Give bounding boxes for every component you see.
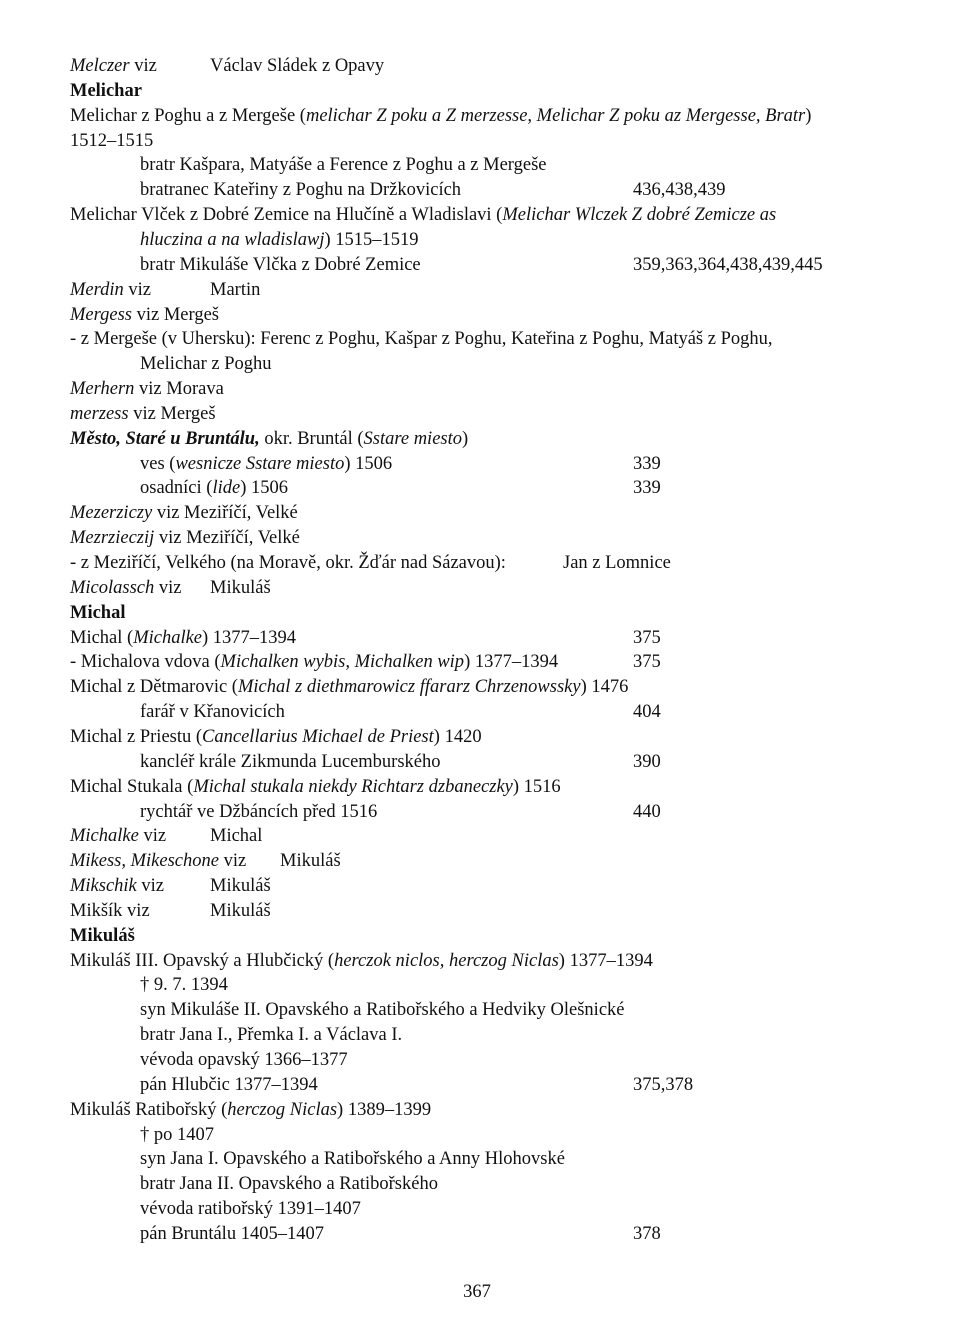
styled-text: Michalke <box>133 627 203 648</box>
page-reference: 375 <box>633 627 661 648</box>
styled-text: hluczina a na wladislawj <box>140 229 325 250</box>
styled-text: Melczer <box>70 56 130 76</box>
plain-text: Michal ( <box>70 627 134 648</box>
plain-text: ) <box>462 428 469 449</box>
plain-text: ) 1377–1394 <box>202 627 297 648</box>
plain-text: viz <box>218 851 247 872</box>
plain-text: viz <box>154 577 182 598</box>
entry-text <box>140 352 272 377</box>
page-reference: 404 <box>633 702 661 723</box>
plain-text: pán Bruntálu 1405–1407 <box>140 1223 324 1244</box>
plain-text: ) 1389–1399 <box>337 1099 432 1120</box>
entry-text <box>140 998 625 1023</box>
plain-text: viz Meziříčí, Velké <box>154 528 300 549</box>
plain-text: Mikšík viz <box>70 900 150 921</box>
entry-text <box>140 1172 438 1197</box>
entry-text <box>70 775 561 800</box>
styled-text: Sstare miesto <box>363 428 462 449</box>
plain-text: Michal z Priestu ( <box>70 726 203 747</box>
styled-text: Mezerziczy <box>70 503 153 524</box>
entry-text <box>70 551 506 576</box>
plain-text: † 9. 7. 1394 <box>140 975 228 996</box>
entry-text <box>140 228 419 253</box>
styled-text: wesnicze Sstare miesto <box>175 453 345 474</box>
entry-text <box>70 427 468 452</box>
plain-text: Melichar z Poghu <box>140 354 272 375</box>
page-reference: 339 <box>633 478 661 499</box>
entry-text <box>140 178 461 203</box>
entry-text <box>70 949 653 974</box>
cross-reference-target: Mikuláš <box>210 876 271 897</box>
entry-text <box>70 104 811 129</box>
styled-text: Mergess <box>70 304 132 325</box>
entry-text <box>140 700 285 725</box>
styled-text: Merdin <box>70 279 124 300</box>
plain-text: viz Mergeš <box>128 403 216 424</box>
plain-text: viz <box>136 876 165 897</box>
entry-text <box>140 1123 214 1148</box>
plain-text: rychtář ve Džbáncích před 1516 <box>140 801 378 822</box>
entry-text <box>140 750 441 775</box>
page-reference: 378 <box>633 1223 661 1244</box>
entry-text <box>140 1222 324 1247</box>
entry-text <box>70 824 166 849</box>
styled-text: herczok niclos, herczog Niclas <box>334 950 559 971</box>
entry-text <box>70 626 296 651</box>
entry-text <box>70 377 224 402</box>
entry-text <box>70 54 157 79</box>
cross-reference-target: Martin <box>210 279 261 300</box>
page-number: 367 <box>463 1282 491 1302</box>
plain-text: ) 1377–1394 <box>558 950 653 971</box>
page-reference: 339 <box>633 453 661 474</box>
styled-text: Melichar Wlczek Z dobré Zemicze as <box>502 205 777 226</box>
entry-text <box>70 675 628 700</box>
styled-text: Michalken wybis, Michalken wip <box>220 652 465 673</box>
plain-text: Mikuláš III. Opavský a Hlubčický ( <box>70 950 335 971</box>
cross-reference-target: Mikuláš <box>210 577 271 598</box>
plain-text: ) <box>805 105 812 126</box>
entry-text <box>70 874 164 899</box>
plain-text: syn Jana I. Opavského a Ratibořského a Anny Hlohovské <box>140 1149 565 1170</box>
plain-text: vévoda opavský 1366–1377 <box>140 1050 348 1070</box>
cross-reference-target: Jan z Lomnice <box>563 553 671 573</box>
styled-text: Mikuláš <box>70 925 135 946</box>
plain-text: Michal z Dětmarovic ( <box>70 677 238 698</box>
page-reference: 375 <box>633 652 661 673</box>
entry-text <box>70 79 142 104</box>
plain-text: - z Meziříčí, Velkého (na Moravě, okr. Žďár nad Sázavou): <box>70 553 506 573</box>
plain-text: vévoda ratibořský 1391–1407 <box>140 1199 361 1220</box>
plain-text: Melichar z Poghu a z Mergeše ( <box>70 105 306 126</box>
plain-text: farář v Křanovicích <box>140 702 285 723</box>
styled-text: Mikschik <box>70 876 137 897</box>
entry-text <box>70 849 246 874</box>
page-reference: 436,438,439 <box>633 180 726 201</box>
entry-text <box>140 1023 402 1048</box>
plain-text: ) 1506 <box>240 478 288 499</box>
plain-text: ) 1420 <box>433 726 482 747</box>
cross-reference-target: Michal <box>210 826 263 847</box>
entry-text <box>70 303 219 328</box>
styled-text: Michalke <box>70 826 139 847</box>
plain-text: viz <box>123 279 152 300</box>
plain-text: pán Hlubčic 1377–1394 <box>140 1074 318 1095</box>
entry-text <box>70 129 153 154</box>
cross-reference-target: Václav Sládek z Opavy <box>210 56 385 76</box>
entry-text <box>140 1197 361 1222</box>
plain-text: Mikuláš Ratibořský ( <box>70 1099 228 1120</box>
styled-text: herczog Niclas <box>227 1099 338 1120</box>
styled-text: Mezrzieczij <box>70 528 155 549</box>
plain-text: osadníci ( <box>140 478 213 499</box>
plain-text: viz <box>138 826 167 847</box>
entry-text <box>140 253 421 278</box>
plain-text: syn Mikuláše II. Opavského a Ratibořského a Hedviky Olešnické <box>140 1000 625 1021</box>
plain-text: bratr Mikuláše Vlčka z Dobré Zemice <box>140 254 421 275</box>
plain-text: bratr Jana II. Opavského a Ratibořského <box>140 1174 438 1195</box>
page-reference: 359,363,364,438,439,445 <box>633 254 823 275</box>
entry-text <box>70 924 135 949</box>
entry-text <box>140 973 228 998</box>
plain-text: - z Mergeše (v Uhersku): Ferenc z Poghu, Kašpar z Poghu, Kateřina z Poghu, Matyáš z Poghu, <box>70 329 773 350</box>
entry-text <box>140 1147 565 1172</box>
plain-text: 1512–1515 <box>70 130 154 151</box>
entry-text <box>70 650 558 675</box>
plain-text: ) 1377–1394 <box>464 652 559 673</box>
plain-text: - Michalova vdova ( <box>70 652 221 673</box>
entry-text <box>70 501 298 526</box>
styled-text: Město, Staré u Bruntálu, <box>70 428 260 449</box>
plain-text: bratranec Kateřiny z Poghu na Držkovicích <box>140 180 462 201</box>
plain-text: viz Meziříčí, Velké <box>152 503 298 524</box>
styled-text: melichar Z poku a Z merzesse, Melichar Z poku az Mergesse, Bratr <box>305 105 806 126</box>
plain-text: bratr Kašpara, Matyáše a Ference z Poghu a z Mergeše <box>140 155 547 176</box>
plain-text: † po 1407 <box>140 1124 214 1145</box>
entry-text <box>70 1098 431 1123</box>
styled-text: Michal stukala niekdy Richtarz dzbaneczky <box>193 776 513 797</box>
styled-text: lide <box>212 478 241 499</box>
styled-text: Merhern <box>70 379 135 400</box>
entry-text <box>140 1073 318 1098</box>
styled-text: Michal z diethmarowicz ffararz Chrzenowssky <box>237 677 581 698</box>
plain-text: ves ( <box>140 453 176 474</box>
plain-text: kancléř krále Zikmunda Lucemburského <box>140 751 441 772</box>
entry-text <box>70 327 773 352</box>
page-reference: 440 <box>633 801 661 822</box>
entry-text <box>140 800 377 825</box>
styled-text: Mikess, Mikeschone <box>70 851 219 872</box>
cross-reference-target: Mikuláš <box>210 900 271 921</box>
entry-text <box>70 601 126 626</box>
plain-text: ) 1506 <box>344 453 393 474</box>
entry-text <box>70 278 151 303</box>
page-reference: 390 <box>633 751 661 772</box>
entry-text <box>140 452 392 477</box>
entry-text <box>70 725 482 750</box>
plain-text: ) 1515–1519 <box>324 229 419 250</box>
plain-text: viz Morava <box>134 379 224 400</box>
styled-text: merzess <box>70 403 129 424</box>
styled-text: Melichar <box>70 80 142 101</box>
plain-text: Melichar Vlček z Dobré Zemice na Hlučíně a Wladislavi ( <box>70 205 503 226</box>
styled-text: Michal <box>70 602 126 623</box>
styled-text: Cancellarius Michael de Priest <box>202 726 434 747</box>
plain-text: viz Mergeš <box>132 304 219 325</box>
styled-text: Micolassch <box>70 577 155 598</box>
entry-text <box>70 402 216 427</box>
plain-text: ) 1516 <box>512 776 561 797</box>
plain-text: ) 1476 <box>580 677 629 698</box>
entry-text <box>140 1048 348 1073</box>
entry-text <box>70 203 776 228</box>
plain-text: okr. Bruntál ( <box>259 428 364 449</box>
cross-reference-target: Mikuláš <box>280 851 341 872</box>
entry-text <box>70 899 150 924</box>
plain-text: viz <box>129 56 157 76</box>
entry-text <box>140 153 547 178</box>
entry-text <box>70 526 300 551</box>
entry-text <box>70 576 182 601</box>
entry-text <box>140 476 288 501</box>
plain-text: bratr Jana I., Přemka I. a Václava I. <box>140 1025 403 1046</box>
plain-text: Michal Stukala ( <box>70 776 194 797</box>
page-reference: 375,378 <box>633 1074 694 1095</box>
